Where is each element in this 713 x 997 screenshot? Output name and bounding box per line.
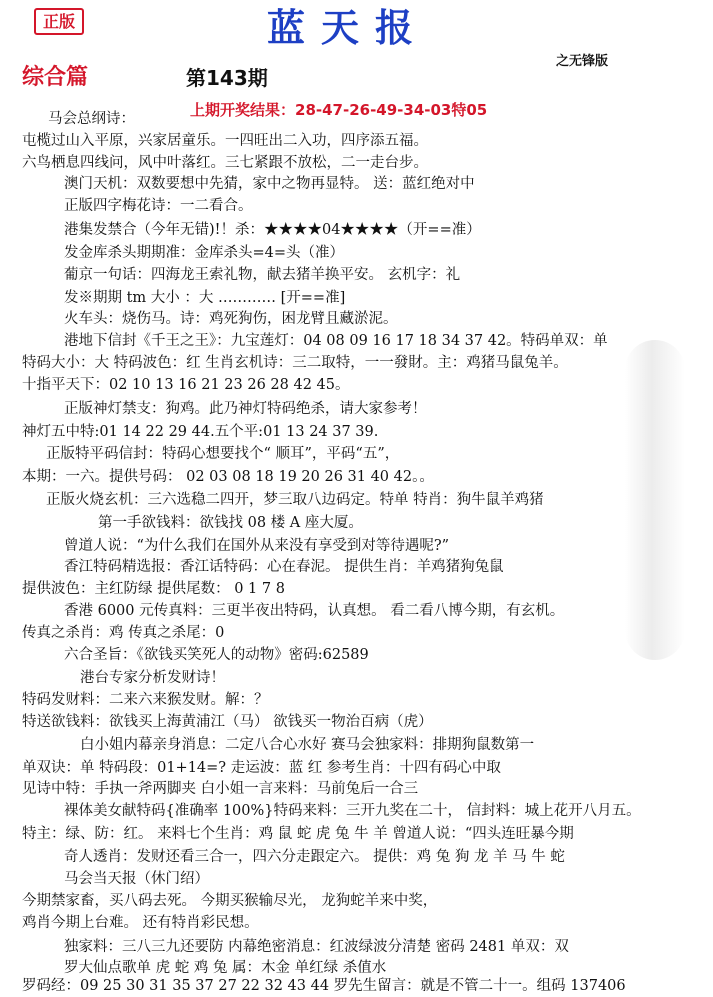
text-line: 港地下信封《千王之王》：九宝莲灯：04 08 09 16 17 18 34 37 42。特码单双：单: [64, 333, 608, 349]
text-line: 正版四字梅花诗：一二看合。: [64, 198, 253, 214]
text-line: 港台专家分析发财诗！: [80, 670, 225, 686]
text-line: 罗大仙点歌单 虎 蛇 鸡 兔 属：木金 单红绿 杀值水: [64, 960, 387, 976]
text-line: 特主：绿、防：红。 来料七个生肖：鸡 鼠 蛇 虎 兔 牛 羊 曾道人说：“四头连旺暴今期: [22, 826, 574, 842]
text-line: 发※期期 tm 大小 ：大 ………… [开==准]: [64, 290, 346, 306]
text-line: 奇人透肖：发财还看三合一，四六分走跟定六。 提供：鸡 兔 狗 龙 羊 马 牛 蛇: [64, 849, 565, 865]
text-line: 提供波色：主红防绿 提供尾数： 0 1 7 8: [22, 581, 285, 597]
text-line: 单双诀：单 特码段：01+14=? 走运波：蓝 红 参考生肖：十四有码心中取: [22, 760, 501, 776]
text-line: 见诗中特：手执一斧两脚夹 白小姐一言来料：马前兔后一合三: [22, 781, 419, 797]
text-line: 传真之杀肖：鸡 传真之杀尾：0: [22, 625, 225, 641]
text-line: 独家料：三八三九还要防 内幕绝密消息：红波绿波分清楚 密码 2481 单双：双: [64, 939, 569, 955]
text-line: 特码大小：大 特码波色：红 生肖玄机诗：三二取特，一一發財。主：鸡猪马鼠兔羊。: [22, 355, 568, 371]
text-line: 本期：一六。提供号码： 02 03 08 18 19 20 26 31 40 42。。: [22, 469, 434, 485]
text-line: 特送欲钱料：欲钱买上海黄浦江（马） 欲钱买一物治百病（虎）: [22, 714, 433, 730]
text-line: 第一手欲钱料：欲钱找 08 楼 A 座大厦。: [98, 515, 363, 531]
text-line: 特码发财料：二来六来猴发财。解：？: [22, 692, 269, 708]
edition-label: 之无锋版: [556, 54, 609, 69]
genuine-stamp: 正版: [34, 8, 84, 35]
text-line: 裸体美女献特码{准确率 100%}特码来料：三开九奖在二十， 信封料：城上花开八月五。: [64, 803, 641, 819]
text-line: 白小姐内幕亲身消息：二定八合心水好 赛马会独家料：排期狗鼠数第一: [80, 737, 535, 753]
text-line: 澳门天机：双数要想中先猜，家中之物再显特。 送：蓝红绝对中: [64, 176, 475, 192]
text-line: 发金库杀头期期准：金库杀头=4=头（准）: [64, 245, 345, 261]
text-line: 今期禁家畜，买八码去死。 今期买猴输尽光， 龙狗蛇羊来中奖，: [22, 893, 438, 909]
text-line: 正版火烧玄机：三六选稳二四开，梦三取八边码定。特单 特肖：狗牛鼠羊鸡猪: [46, 492, 544, 508]
text-line: 香港 6000 元传真料：三更半夜出特码，认真想。 看二看八博今期，有玄机。: [64, 603, 565, 619]
text-line: 神灯五中特:01 14 22 29 44.五个平:01 13 24 37 39.: [22, 424, 379, 440]
section-label: 综合篇: [22, 64, 89, 90]
text-line: 罗码经：09 25 30 31 35 37 27 22 32 43 44 罗先生留言：就是不管二十一。组码 137406: [22, 978, 626, 994]
text-line: 正版神灯禁支：狗鸡。此乃神灯特码绝杀，请大家参考！: [64, 401, 427, 417]
text-line: 火车头：烧伤马。诗：鸡死狗伤，困龙臂且藏淤泥。: [64, 311, 398, 327]
newspaper-title: 蓝天报: [266, 5, 429, 50]
text-line: 香江特码精选报：香江话特码：心在春泥。 提供生肖：羊鸡猪狗兔鼠: [64, 559, 504, 575]
last-draw-result: 上期开奖结果：28-47-26-49-34-03特05: [190, 101, 488, 119]
text-line: 马会当天报（休门绍）: [64, 871, 209, 887]
text-line: 鸡肖今期上台难。 还有特肖彩民想。: [22, 915, 259, 931]
text-line: 港集发禁合（今年无错)!！杀：★★★★04★★★★（开==准）: [64, 222, 481, 238]
text-line: 曾道人说：“为什么我们在国外从来没有享受到对等待遇呢?”: [64, 538, 450, 554]
text-line: 正版特平码信封：特码心想要找个“ 顺耳”，平码“五”，: [46, 446, 400, 462]
text-line: 屯榄过山入平原，兴家居童乐。一四旺出二入功，四序添五福。: [22, 133, 428, 149]
text-line: 葡京一句话：四海龙王索礼物，献去猪羊换平安。 玄机字：礼: [64, 267, 461, 283]
text-line: 六鸟栖息四线问，风中叶落红。三七紧跟不放松，二一走台步。: [22, 155, 428, 171]
text-line: 十指平天下：02 10 13 16 21 23 26 28 42 45。: [22, 377, 350, 393]
issue-number: 第143期: [186, 66, 268, 90]
text-line: 马会总纲诗：: [48, 111, 135, 127]
text-line: 六合圣旨：《欲钱买笑死人的动物》密码:62589: [64, 647, 369, 663]
